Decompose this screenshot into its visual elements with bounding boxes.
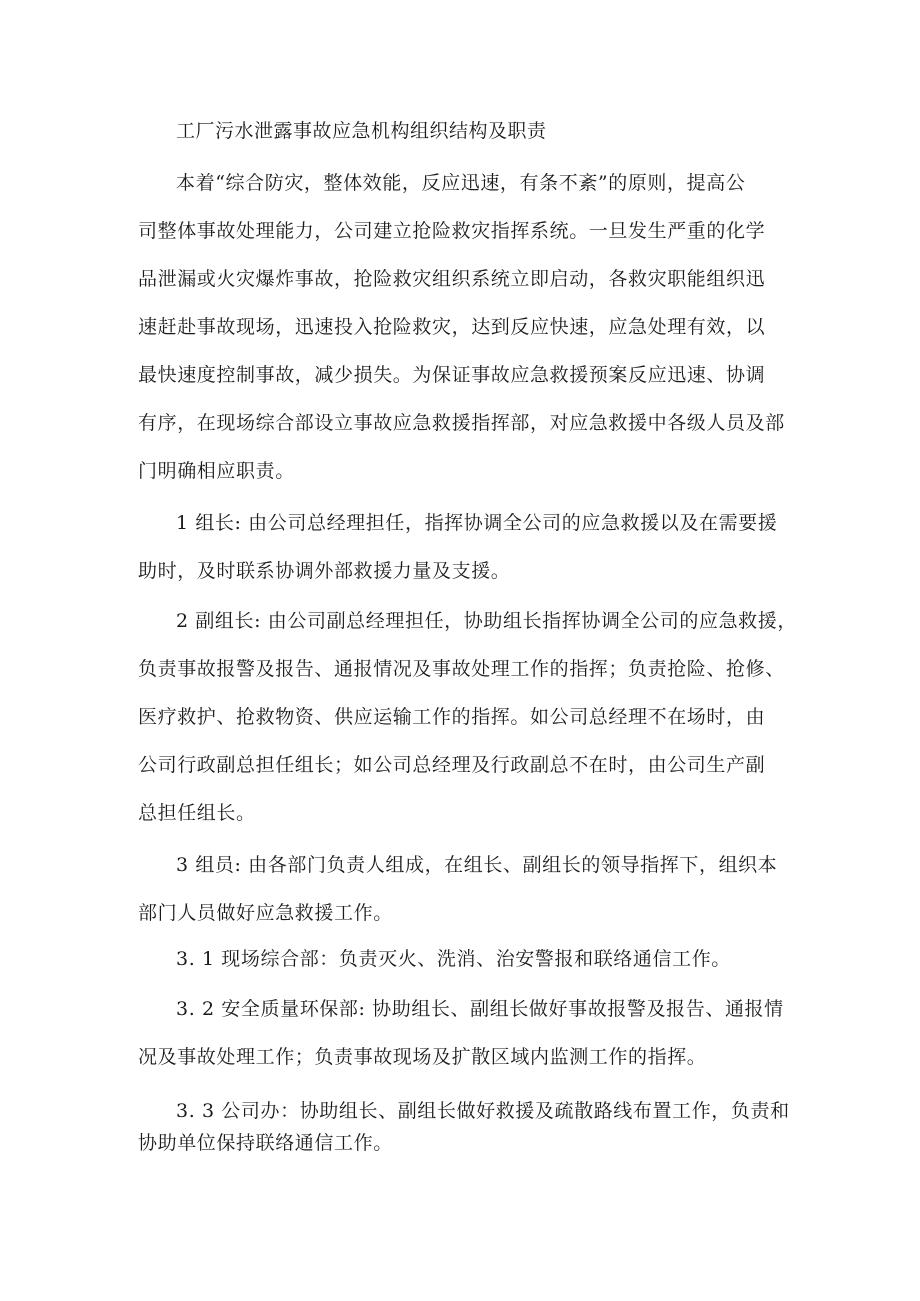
item-3-line-2: 部门人员做好应急救援工作。: [138, 902, 393, 924]
item-2-line-4: 公司行政副总担任组长；如公司总经理及行政副总不在时，由公司生产副: [138, 754, 766, 776]
item-3-line-1: 3 组员: 由各部门负责人组成，在组长、副组长的领导指挥下，组织本: [176, 854, 778, 876]
intro-line-3: 品泄漏或火灾爆炸事故，抢险救灾组织系统立即启动，各救灾职能组织迅: [138, 268, 766, 290]
intro-line-6: 有序，在现场综合部设立事故应急救援指挥部，对应急救援中各级人员及部: [138, 412, 785, 434]
intro-line-4: 速赶赴事故现场，迅速投入抢险救灾，达到反应快速，应急处理有效，以: [138, 316, 766, 338]
intro-line-7: 门明确相应职责。: [138, 460, 295, 482]
item-2-line-3: 医疗救护、抢救物资、供应运输工作的指挥。如公司总经理不在场时，由: [138, 706, 766, 728]
item-1-line-2: 助时，及时联系协调外部救援力量及支援。: [138, 560, 511, 582]
item-2-line-5: 总担任组长。: [138, 802, 256, 824]
item-2-line-2: 负责事故报警及报告、通报情况及事故处理工作的指挥；负责抢险、抢修、: [138, 658, 785, 680]
document-title: 工厂污水泄露事故应急机构组织结构及职责: [176, 120, 547, 142]
intro-line-2: 司整体事故处理能力，公司建立抢险救灾指挥系统。一旦发生严重的化学: [138, 220, 766, 242]
item-3-2-line-1: 3. 2 安全质量环保部: 协助组长、副组长做好事故报警及报告、通报情: [176, 998, 784, 1020]
intro-line-1: 本着“综合防灾，整体效能，反应迅速，有条不紊”的原则，提高公: [176, 172, 746, 194]
item-1-line-1: 1 组长: 由公司总经理担任，指挥协调全公司的应急救援以及在需要援: [176, 512, 778, 534]
item-2-line-1: 2 副组长: 由公司副总经理担任，协助组长指挥协调全公司的应急救援，: [176, 610, 797, 632]
item-3-3-line-2: 协助单位保持联络通信工作。: [138, 1132, 393, 1154]
item-3-2-line-2: 况及事故处理工作；负责事故现场及扩散区域内监测工作的指挥。: [138, 1046, 707, 1068]
item-3-1-line-1: 3. 1 现场综合部：负责灭火、洗消、治安警报和联络通信工作。: [176, 948, 731, 970]
item-3-3-line-1: 3. 3 公司办：协助组长、副组长做好救援及疏散路线布置工作，负责和: [176, 1100, 790, 1122]
intro-line-5: 最快速度控制事故，减少损失。为保证事故应急救援预案反应迅速、协调: [138, 364, 766, 386]
